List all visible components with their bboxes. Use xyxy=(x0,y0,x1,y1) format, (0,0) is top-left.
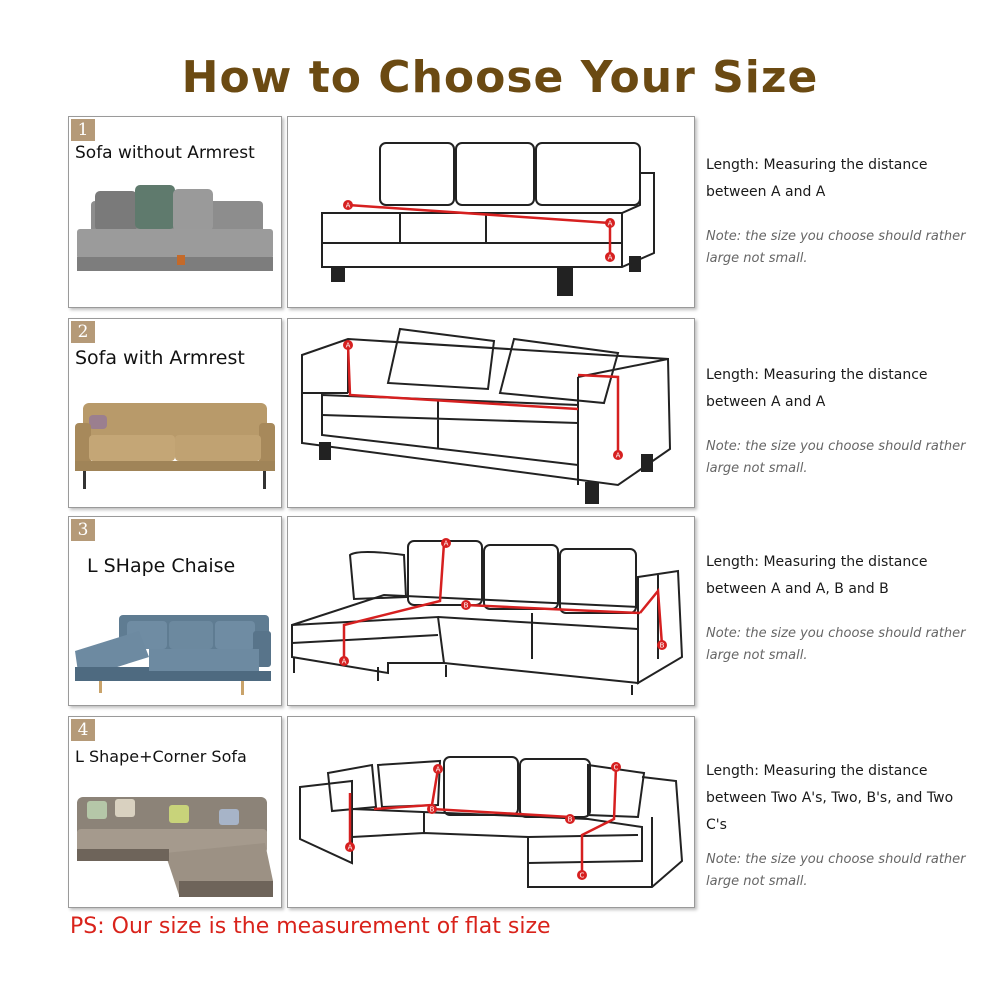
sofa-photo xyxy=(69,783,279,907)
measure-marker: B xyxy=(567,815,573,824)
size-note: Note: the size you choose should rather large not small. xyxy=(706,229,966,266)
measure-marker: A xyxy=(607,219,613,228)
measure-marker: A xyxy=(345,201,351,210)
l-shape-corner-sofa-diagram xyxy=(288,717,692,905)
length-description: Length: Measuring the distance between Two A's, Two, B's, and Two C's xyxy=(706,763,954,833)
sofa-photo-card xyxy=(68,516,282,706)
measure-marker: B xyxy=(429,805,435,814)
size-note: Note: the size you choose should rather large not small. xyxy=(706,439,966,476)
measure-marker: A xyxy=(443,539,449,548)
size-number-badge: 3 xyxy=(71,519,95,541)
sofa-type-label: L SHape Chaise xyxy=(87,555,236,577)
measurement-diagram-card xyxy=(287,516,695,706)
size-info xyxy=(706,152,976,270)
measure-marker: A xyxy=(347,843,353,852)
sofa-photo xyxy=(69,595,279,705)
measure-marker: C xyxy=(613,763,619,772)
sofa-photo xyxy=(69,385,279,505)
length-description: Length: Measuring the distance between A and A xyxy=(706,367,928,410)
measurement-diagram-card xyxy=(287,716,695,908)
measure-marker: A xyxy=(607,253,613,262)
measure-marker: A xyxy=(615,451,621,460)
sofa-without-armrest-diagram xyxy=(288,117,692,305)
measure-marker: B xyxy=(659,641,665,650)
size-info xyxy=(706,549,976,667)
measure-marker: C xyxy=(579,871,585,880)
measurement-diagram-card xyxy=(287,318,695,508)
sofa-photo xyxy=(69,173,279,303)
length-description: Length: Measuring the distance between A and A, B and B xyxy=(706,554,928,597)
size-number-badge: 1 xyxy=(71,119,95,141)
sofa-photo-card xyxy=(68,116,282,308)
footer-note: PS: Our size is the measurement of flat size xyxy=(70,914,551,939)
sofa-type-label: L Shape+Corner Sofa xyxy=(75,747,247,766)
measure-marker: A xyxy=(435,765,441,774)
measure-marker: B xyxy=(463,601,469,610)
sofa-photo-card xyxy=(68,318,282,508)
measurement-diagram-card xyxy=(287,116,695,308)
size-info xyxy=(706,362,976,480)
size-number-badge: 4 xyxy=(71,719,95,741)
size-note: Note: the size you choose should rather large not small. xyxy=(706,626,966,663)
size-note: Note: the size you choose should rather large not small. xyxy=(706,852,966,889)
sofa-type-label: Sofa without Armrest xyxy=(75,143,255,163)
size-info xyxy=(706,758,976,893)
sofa-with-armrest-diagram xyxy=(288,319,692,505)
size-number-badge: 2 xyxy=(71,321,95,343)
sofa-photo-card xyxy=(68,716,282,908)
measure-marker: A xyxy=(345,341,351,350)
sofa-type-label: Sofa with Armrest xyxy=(75,347,245,369)
page-title: How to Choose Your Size xyxy=(181,52,819,103)
length-description: Length: Measuring the distance between A and A xyxy=(706,157,928,200)
measure-marker: A xyxy=(341,657,347,666)
l-shape-chaise-diagram xyxy=(288,517,692,703)
